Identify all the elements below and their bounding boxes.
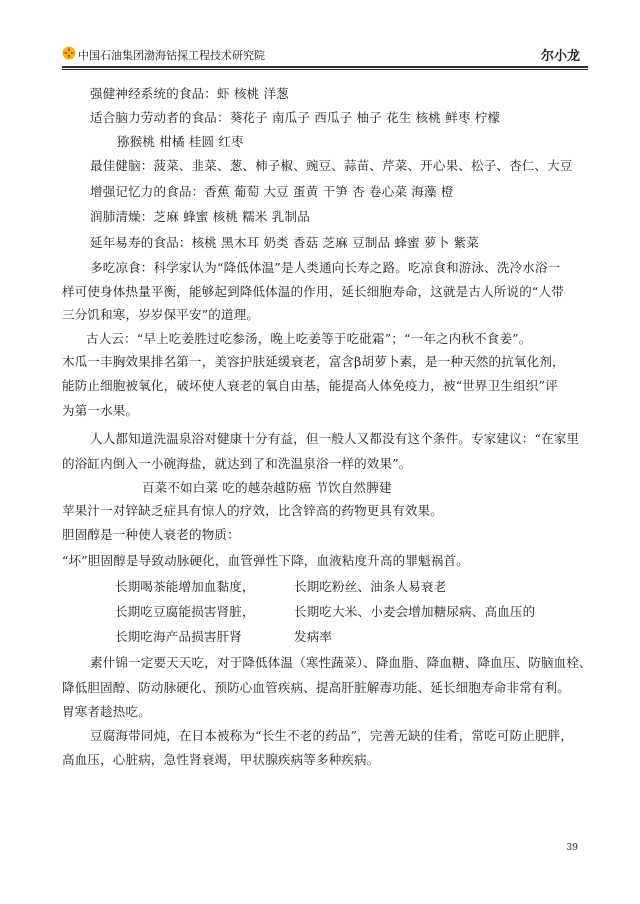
text-line: 胃寒者趁热吃。 xyxy=(62,704,151,719)
text-line: 长期吃海产品损害肝肾 xyxy=(115,629,243,644)
header-author: 尔小龙 xyxy=(540,49,580,64)
header-rule-thick xyxy=(62,66,588,68)
text-line: 降低胆固醇、防动脉硬化、预防心血管疾病、提高肝脏解毒功能、延长细胞寿命非常有利。 xyxy=(62,680,571,695)
header-rule-thin xyxy=(62,69,588,70)
page-number: 39 xyxy=(566,843,578,853)
text-line: 样可使身体热量平衡，能够起到降低体温的作用，延长细胞寿命，这就是古人所说的“人带 xyxy=(62,284,564,299)
text-line: 长期吃大米、小麦会增加糖尿病、高血压的 xyxy=(294,604,536,619)
text-line: 苹果汁一对锌缺乏症具有惊人的疗效，比含锌高的药物更具有效果。 xyxy=(62,503,444,518)
text-line: 猕猴桃 柑橘 桂圆 红枣 xyxy=(117,134,244,149)
text-line: 木瓜一丰胸效果排名第一，美容护肤延缓衰老，富含β胡萝卜素，是一种天然的抗氧化剂， xyxy=(62,354,565,369)
text-line: 长期喝茶能增加血黏度， xyxy=(115,579,255,594)
petrochina-logo-icon xyxy=(62,46,76,60)
text-line: 素什锦一定要天天吃，对于降低体温（寒性蔬菜）、降血脂、降血糖、降血压、防脑血栓、 xyxy=(90,655,592,670)
text-line: 最佳健脑：菠菜、韭菜、葱、柿子椒、豌豆、蒜苗、芹菜、开心果、松子、杏仁、大豆 xyxy=(90,158,573,173)
text-line: 多吃凉食：科学家认为“降低体温”是人类通向长寿之路。吃凉食和游泳、洗冷水浴一 xyxy=(90,260,561,275)
text-line: 长期吃粉丝、油条人易衰老 xyxy=(294,579,447,594)
text-line: 润肺清燥：芝麻 蜂蜜 核桃 糯米 乳制品 xyxy=(90,209,310,224)
text-line: 胆固醇是一种使人衰老的物质： xyxy=(62,527,240,542)
text-line: 的浴缸内倒入一小碗海盐，就达到了和洗温泉浴一样的效果”。 xyxy=(62,456,412,471)
text-line: 增强记忆力的食品：香蕉 葡萄 大豆 蛋黄 干笋 杏 卷心菜 海藻 橙 xyxy=(90,184,454,199)
text-line: 为第一水果。 xyxy=(62,403,139,418)
text-line: 强健神经系统的食品：虾 核桃 洋葱 xyxy=(90,86,289,101)
page-header xyxy=(62,44,588,68)
header-organization: 中国石油集团渤海钻探工程技术研究院 xyxy=(78,49,265,62)
text-line: 古人云：“早上吃姜胜过吃参汤，晚上吃姜等于吃砒霜”；“一年之内秋不食姜”。 xyxy=(86,331,532,346)
text-line: 豆腐海带同炖，在日本被称为“长生不老的药品”，完善无缺的佳肴，常吃可防止肥胖， xyxy=(90,728,574,743)
text-line: 能防止细胞被氧化，破坏使人衰老的氧自由基，能提高人体免疫力，被“世界卫生组织”评 xyxy=(62,378,558,393)
text-line: 长期吃豆腐能损害肾脏， xyxy=(115,604,255,619)
text-line: 发病率 xyxy=(294,629,333,644)
text-line: 三分饥和寒，岁岁保平安”的道理。 xyxy=(62,307,260,322)
text-line: 人人都知道洗温泉浴对健康十分有益，但一般人又都没有这个条件。专家建议：“在家里 xyxy=(90,431,580,446)
text-line: 延年易寿的食品：核桃 黑木耳 奶类 香菇 芝麻 豆制品 蜂蜜 萝卜 紫菜 xyxy=(90,235,479,250)
text-line: “坏”胆固醇是导致动脉硬化，血管弹性下降，血液粘度升高的罪魁祸首。 xyxy=(62,553,469,568)
text-line: 适合脑力劳动者的食品：葵花子 南瓜子 西瓜子 柚子 花生 核桃 鲜枣 柠檬 xyxy=(90,110,501,125)
text-line: 高血压，心脏病，急性肾衰竭，甲状腺疾病等多种疾病。 xyxy=(62,752,380,767)
text-line: 百菜不如白菜 吃的越杂越防癌 节饮自然脾建 xyxy=(142,480,392,495)
